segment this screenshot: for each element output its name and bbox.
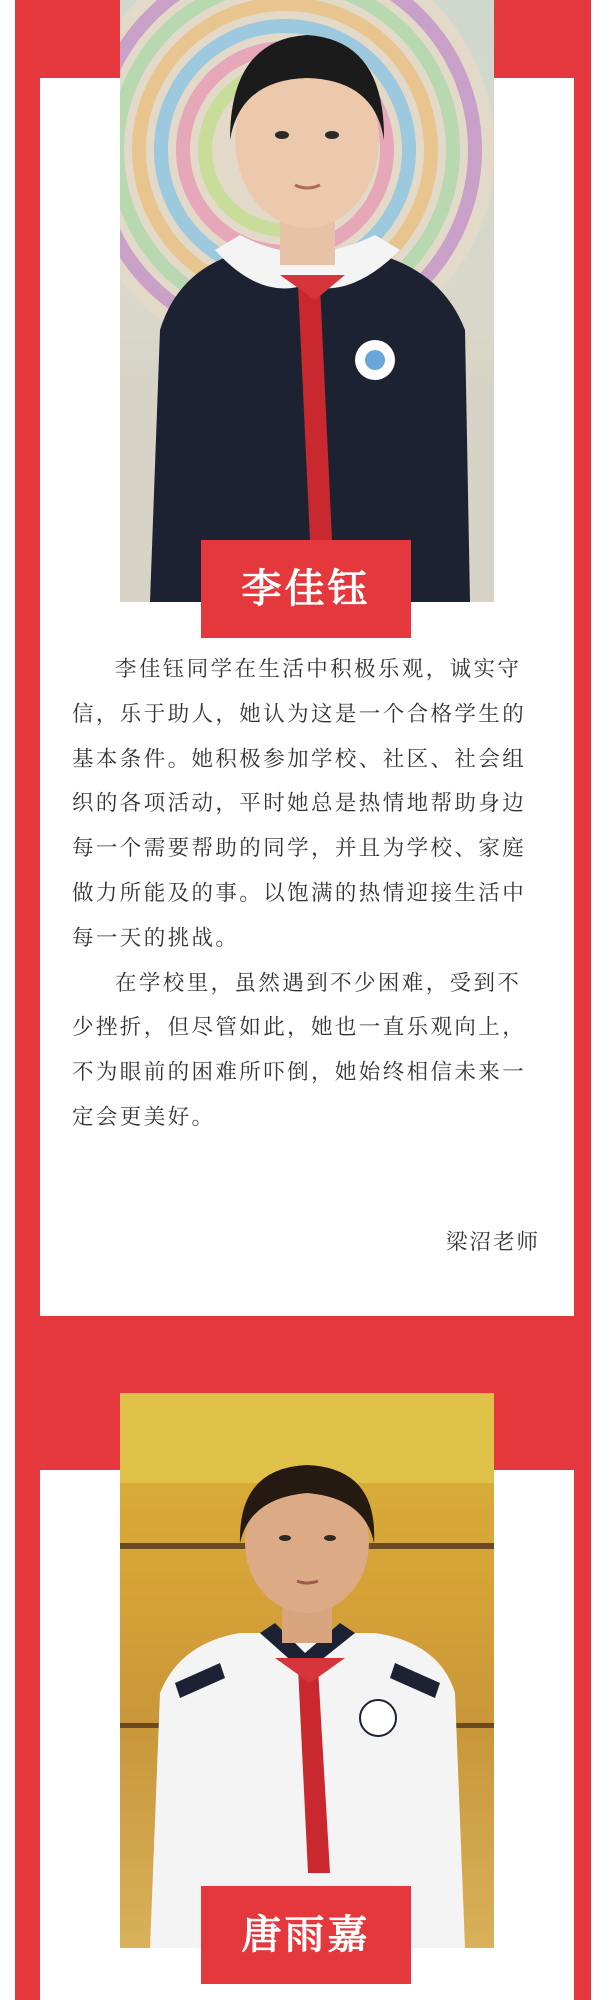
description-paragraph-2: 在学校里，虽然遇到不少困难，受到不少挫折，但尽管如此，她也一直乐观向上，不为眼前的困难所吓倒，她始终相信未来一定会更美好。 <box>72 970 527 1130</box>
student-name-plate-2: 唐雨嘉 <box>201 1886 411 1984</box>
student-photo-1 <box>120 0 494 602</box>
student-name-plate-1: 李佳钰 <box>201 540 411 638</box>
student-photo-2 <box>120 1393 494 1948</box>
description-paragraph-1: 李佳钰同学在生活中积极乐观，诚实守信，乐于助人，她认为这是一个合格学生的基本条件。她积极参加学校、社区、社会组织的各项活动，平时她总是热情地帮助身边每一个需要帮助的同学，并且为学校、家庭做力所能及的事。以饱满的热情迎接生活中每一天的挑战。 <box>72 657 527 951</box>
teacher-signature: 梁沼老师 <box>445 1230 540 1255</box>
student-photo-1-illustration <box>120 0 494 602</box>
student-photo-2-illustration <box>120 1393 494 1948</box>
profile-description-1 <box>72 648 540 1141</box>
